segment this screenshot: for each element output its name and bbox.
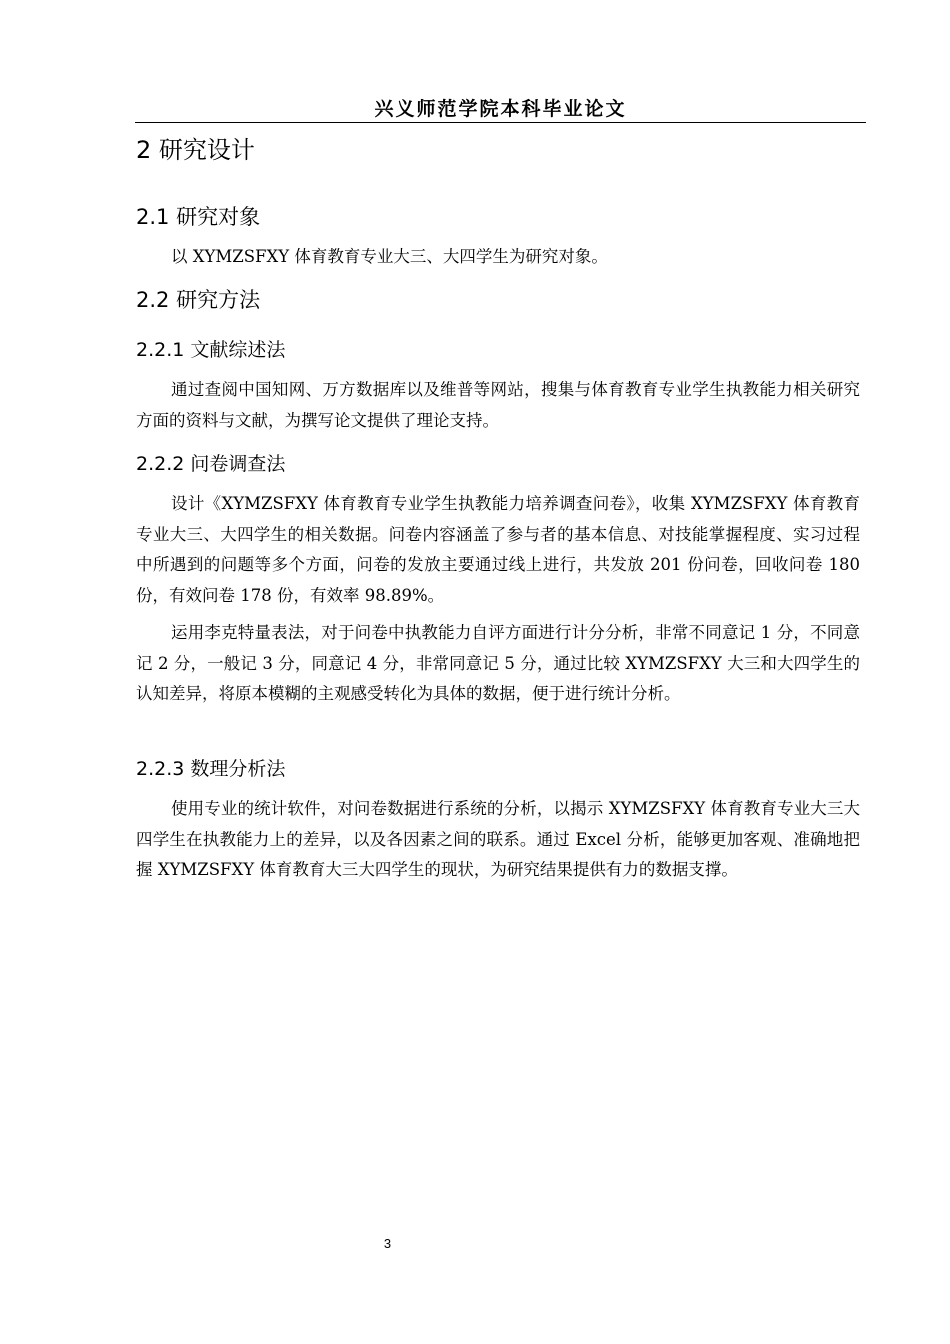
section-heading-2-2: 2.2 研究方法 (136, 288, 261, 312)
chapter-title: 2 研究设计 (136, 136, 255, 164)
subsection-heading-2-2-1: 2.2.1 文献综述法 (136, 339, 286, 361)
paragraph-2-2-3: 使用专业的统计软件，对问卷数据进行系统的分析，以揭示 XYMZSFXY 体育教育专业大三大四学生在执教能力上的差异，以及各因素之间的联系。通过 Excel 分析，能够更加客观、准确地把握 XYMZSFXY 体育教育大三大四学生的现状，为研究结果提供有力的数据支撑。 (136, 799, 860, 879)
paragraph-2-2-1: 通过查阅中国知网、万方数据库以及维普等网站，搜集与体育教育专业学生执教能力相关研究方面的资料与文献，为撰写论文提供了理论支持。 (136, 380, 860, 430)
page-number: 3 (383, 1236, 392, 1251)
subsection-heading-2-2-2: 2.2.2 问卷调查法 (136, 453, 286, 475)
paragraph-2-2-2-b: 运用李克特量表法，对于问卷中执教能力自评方面进行计分分析，非常不同意记 1 分，不同意记 2 分，一般记 3 分，同意记 4 分，非常同意记 5 分，通过比较 XYMZSFXY 大三和大四学生的认知差异，将原本模糊的主观感受转化为具体的数据，便于进行统计分析。 (136, 623, 860, 703)
running-header: 兴义师范学院本科毕业论文 (374, 98, 627, 120)
paragraph-2-2-2-a: 设计《XYMZSFXY 体育教育专业学生执教能力培养调查问卷》，收集 XYMZSFXY 体育教育专业大三、大四学生的相关数据。问卷内容涵盖了参与者的基本信息、对技能掌握程度、实习过程中所遇到的问题等多个方面，问卷的发放主要通过线上进行，共发放 201 份问卷，回收问卷 180 份，有效问卷 178 份，有效率 98.89%。 (136, 494, 860, 605)
section-heading-2-1: 2.1 研究对象 (136, 205, 261, 229)
header-rule (135, 122, 866, 123)
paragraph-2-1: 以 XYMZSFXY 体育教育专业大三、大四学生为研究对象。 (171, 247, 608, 266)
subsection-heading-2-2-3: 2.2.3 数理分析法 (136, 758, 286, 780)
